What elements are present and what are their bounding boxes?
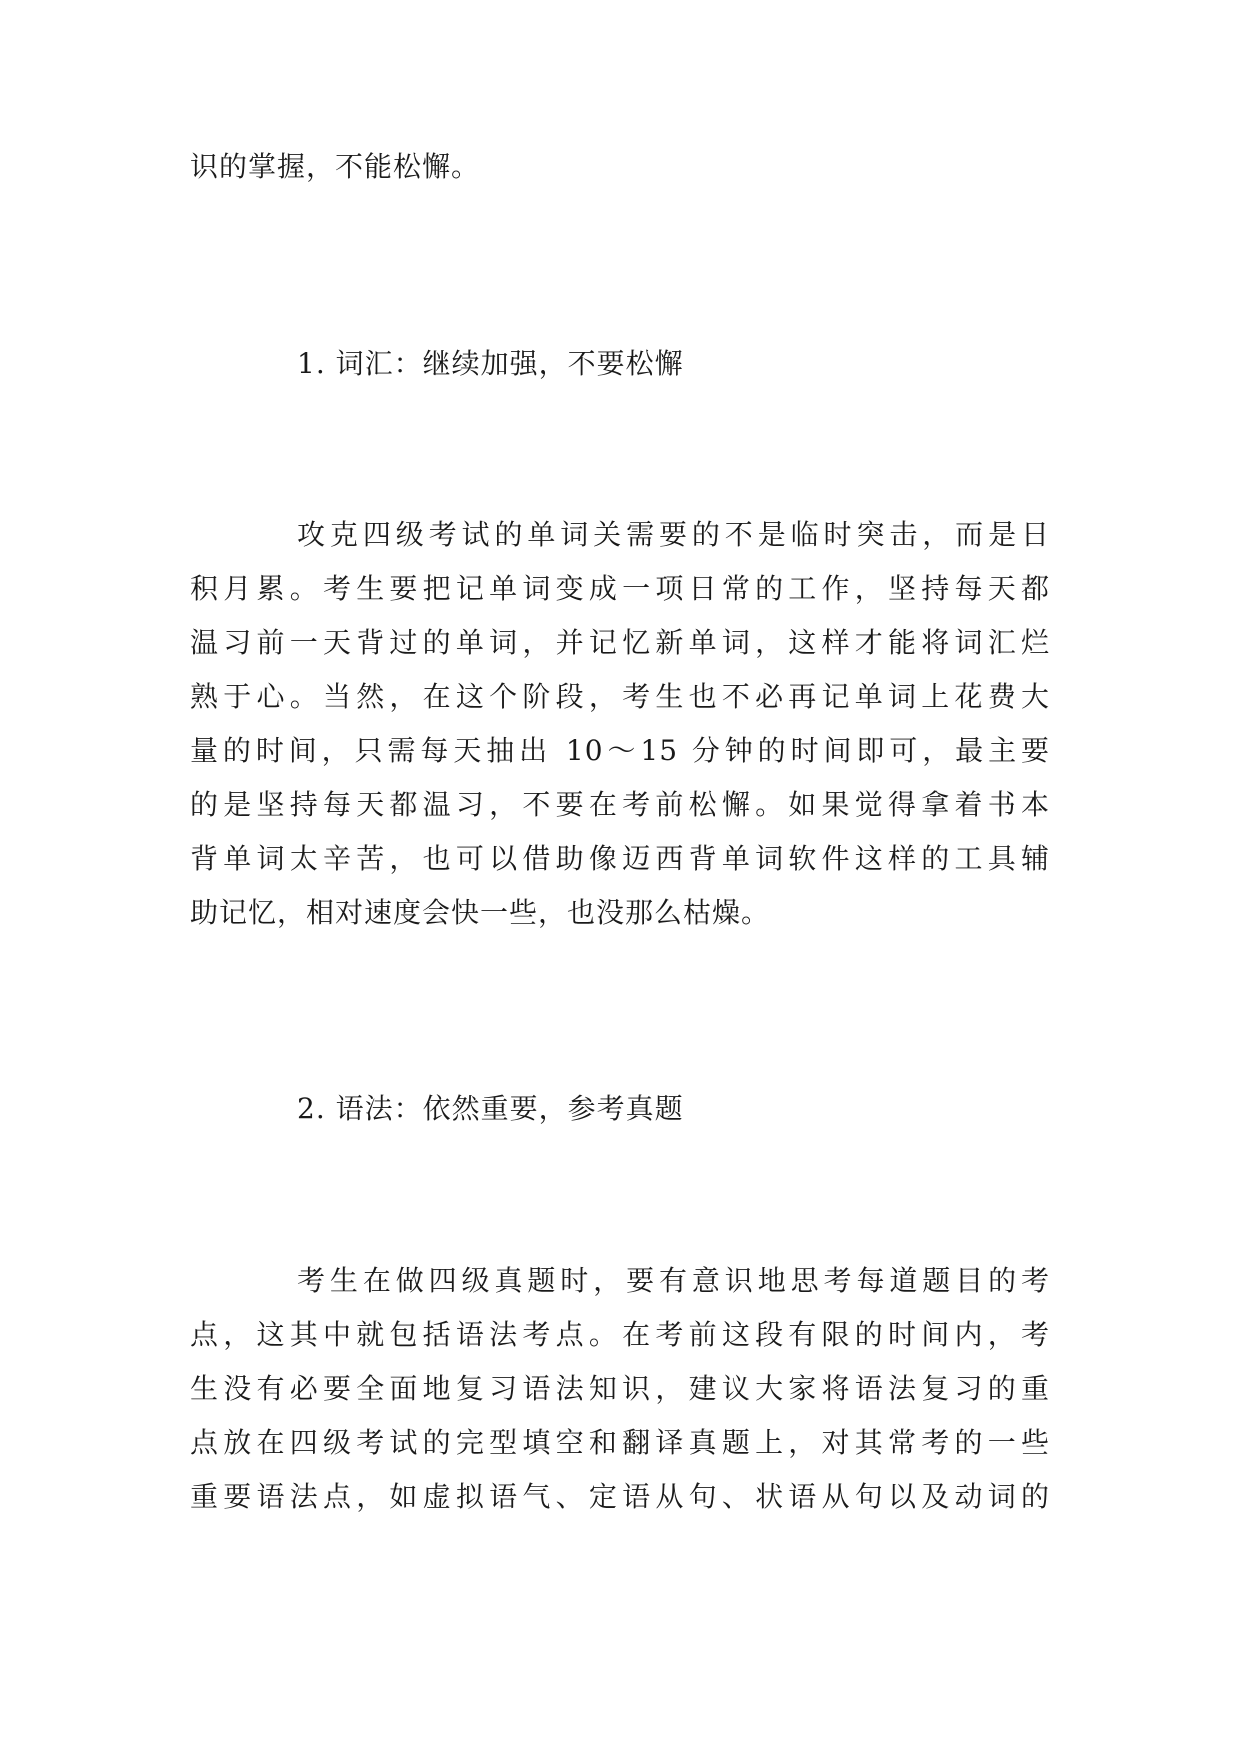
paragraph-line: 熟于心。当然，在这个阶段，考生也不必再记单词上花费大	[190, 680, 1050, 713]
paragraph-line: 积月累。考生要把记单词变成一项日常的工作，坚持每天都	[190, 572, 1050, 605]
paragraph-line: 的是坚持每天都温习，不要在考前松懈。如果觉得拿着书本	[190, 788, 1050, 821]
paragraph-line: 量的时间，只需每天抽出 10～15 分钟的时间即可，最主要	[190, 734, 1050, 767]
paragraph-line: 攻克四级考试的单词关需要的不是临时突击，而是日	[297, 518, 1050, 551]
paragraph-continuation-line: 识的掌握，不能松懈。	[190, 150, 481, 183]
section-heading-vocabulary: 1. 词汇：继续加强，不要松懈	[297, 347, 684, 380]
paragraph-line: 重要语法点，如虚拟语气、定语从句、状语从句以及动词的	[190, 1480, 1050, 1513]
paragraph-line: 温习前一天背过的单词，并记忆新单词，这样才能将词汇烂	[190, 626, 1050, 659]
paragraph-line: 考生在做四级真题时，要有意识地思考每道题目的考	[297, 1264, 1050, 1297]
paragraph-line: 背单词太辛苦，也可以借助像迈西背单词软件这样的工具辅	[190, 842, 1050, 875]
section-heading-grammar: 2. 语法：依然重要，参考真题	[297, 1092, 684, 1125]
paragraph-line: 助记忆，相对速度会快一些，也没那么枯燥。	[190, 896, 771, 929]
paragraph-line: 点，这其中就包括语法考点。在考前这段有限的时间内，考	[190, 1318, 1050, 1351]
paragraph-line: 点放在四级考试的完型填空和翻译真题上，对其常考的一些	[190, 1426, 1050, 1459]
paragraph-line: 生没有必要全面地复习语法知识，建议大家将语法复习的重	[190, 1372, 1050, 1405]
